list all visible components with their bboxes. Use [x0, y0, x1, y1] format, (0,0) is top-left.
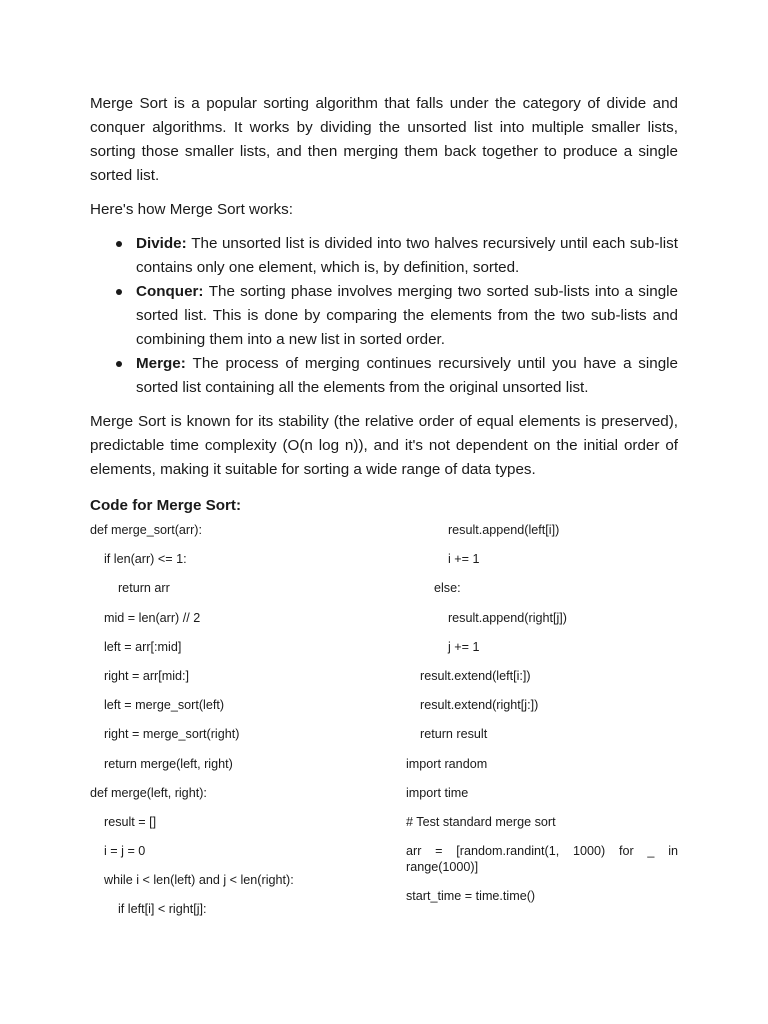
code-line: return merge(left, right) — [90, 756, 233, 771]
code-heading: Code for Merge Sort: — [90, 497, 242, 514]
bullet-icon — [116, 289, 122, 295]
code-line: while i < len(left) and j < len(right): — [90, 873, 294, 888]
code-line: if left[i] < right[j]: — [90, 902, 207, 917]
code-line: def merge(left, right): — [90, 785, 207, 800]
code-column-right — [406, 522, 678, 917]
code-line: def merge_sort(arr): — [90, 523, 202, 537]
document-page — [90, 92, 678, 526]
list-item-divide — [90, 232, 678, 280]
code-line: return result — [406, 727, 488, 742]
code-line: right = merge_sort(right) — [90, 727, 240, 742]
code-line: # Test standard merge sort — [406, 814, 556, 829]
step-text: The sorting phase involves merging two sorted sub-lists into a single sorted list. This is done by comparing the elements from the two sub-lists and combining them into a new list in sorted order. — [136, 283, 678, 348]
code-line: start_time = time.time() — [406, 889, 536, 904]
code-line: import time — [406, 785, 469, 800]
code-line: arr = [random.randint(1, 1000) for _ in range(1000)] — [406, 844, 678, 875]
code-line: else: — [406, 581, 461, 596]
step-term: Merge: — [136, 355, 193, 372]
code-line: right = arr[mid:] — [90, 668, 190, 683]
step-text: The process of merging continues recursively until you have a single sorted list containing all the elements from the original unsorted list. — [136, 355, 678, 396]
code-line: return arr — [90, 581, 170, 596]
step-text: The unsorted list is divided into two halves recursively until each sub-list contains only one element, which is, by definition, sorted. — [136, 235, 678, 276]
code-line: result = [] — [90, 814, 157, 829]
code-line: mid = len(arr) // 2 — [90, 610, 201, 625]
properties-paragraph: Merge Sort is known for its stability (the relative order of equal elements is preserved), predictable time complexity (O(n log n)), and it's not dependent on the initial order of elements, making it suitable for sorting a wide range of data types. — [90, 413, 678, 478]
code-line: j += 1 — [406, 639, 480, 654]
code-line: i = j = 0 — [90, 844, 146, 859]
code-line: i += 1 — [406, 552, 480, 567]
bullet-icon — [116, 361, 122, 367]
step-term: Divide: — [136, 235, 192, 252]
list-item-conquer — [90, 280, 678, 352]
steps-list — [90, 232, 678, 400]
code-line: result.append(left[i]) — [406, 523, 560, 537]
code-column-left — [90, 522, 380, 931]
list-item-merge — [90, 352, 678, 400]
step-term: Conquer: — [136, 283, 209, 300]
code-line: left = arr[:mid] — [90, 639, 182, 654]
code-line: left = merge_sort(left) — [90, 698, 225, 713]
code-line: if len(arr) <= 1: — [90, 552, 187, 567]
intro-paragraph: Merge Sort is a popular sorting algorithm that falls under the category of divide and conquer algorithms. It works by dividing the unsorted list into multiple smaller lists, sorting those smaller lists, and then merging them back together to produce a single sorted list. — [90, 95, 678, 184]
code-line: result.extend(left[i:]) — [406, 668, 531, 683]
bullet-icon — [116, 241, 122, 247]
code-line: import random — [406, 756, 488, 771]
how-it-works-intro: Here's how Merge Sort works: — [90, 201, 293, 218]
code-line: result.append(right[j]) — [406, 610, 567, 625]
code-line: result.extend(right[j:]) — [406, 698, 539, 713]
